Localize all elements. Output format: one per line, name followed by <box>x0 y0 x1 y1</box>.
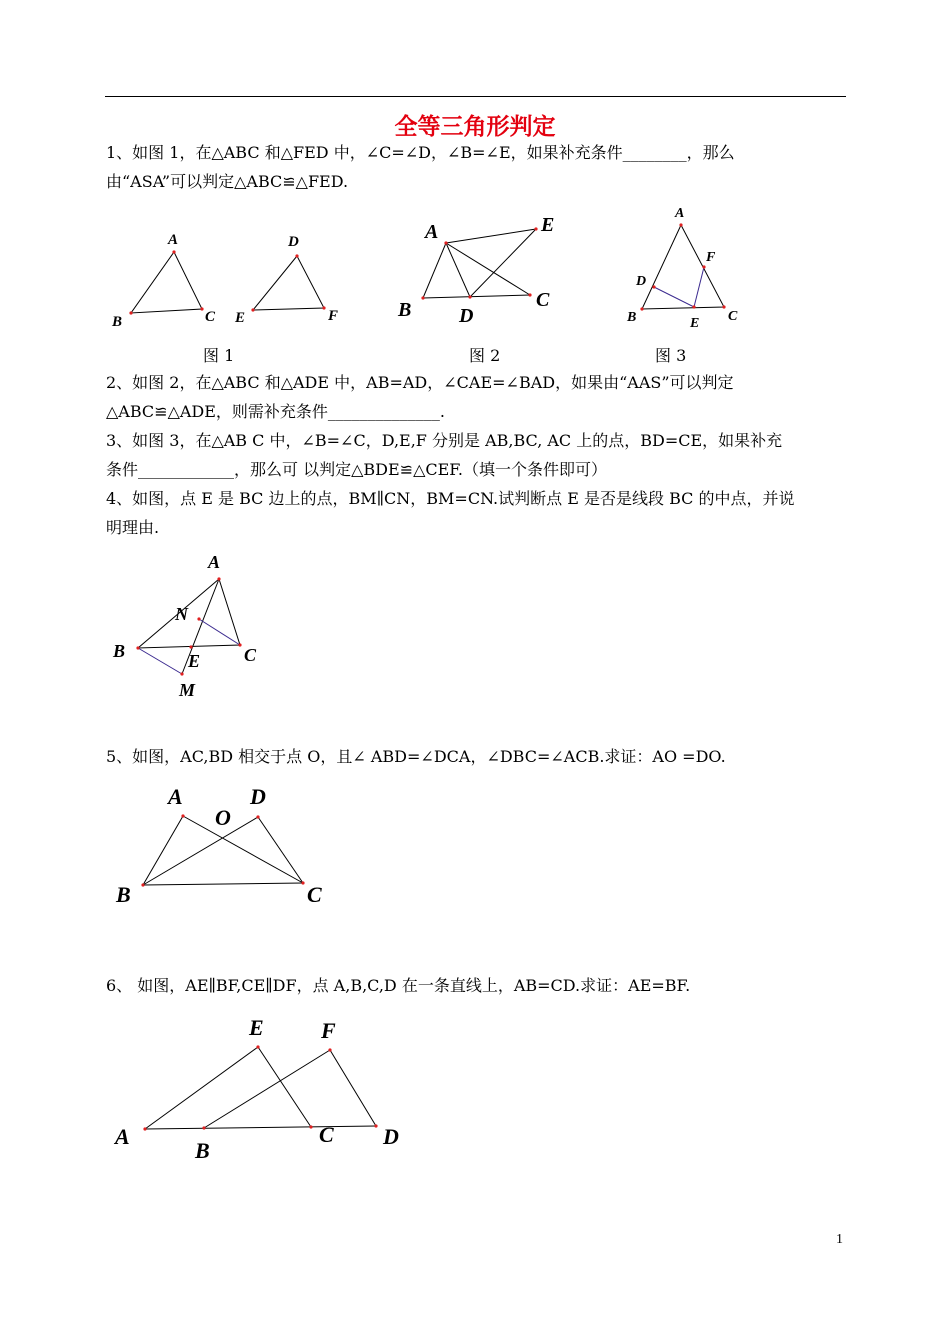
q5-label-d: D <box>250 784 266 809</box>
fig3-label-e: E <box>690 316 700 331</box>
fig3-label-b: B <box>627 310 637 325</box>
fig1-label-d: D <box>288 234 299 250</box>
question-4-line-2: 明理由. <box>106 518 160 537</box>
q6-label-b: B <box>195 1138 210 1163</box>
fig1-label-b: B <box>112 314 123 330</box>
q6-label-c: C <box>319 1122 334 1147</box>
page-title: 全等三角形判定 <box>394 114 556 140</box>
question-2-line-2: △ABC≌△ADE，则需补充条件______________. <box>106 402 446 421</box>
q6-figure-lines <box>143 1045 377 1130</box>
figure-1-caption: 图 1 <box>203 346 235 365</box>
fig1-label-a: A <box>168 232 179 248</box>
question-6-line-1: 6、 如图，AE∥BF,CE∥DF，点 A,B,C,D 在一条直线上，AB=CD.求证：AE=BF. <box>106 976 691 995</box>
fig1-label-c: C <box>205 309 216 325</box>
fig1-label-f: F <box>328 308 339 324</box>
q6-label-a: A <box>115 1124 130 1149</box>
q4-label-n: N <box>175 604 188 624</box>
q4-label-m: M <box>179 680 196 700</box>
question-4-line-1: 4、如图，点 E 是 BC 边上的点，BM∥CN，BM=CN.试判断点 E 是否是线段 BC 的中点，并说 <box>106 489 795 508</box>
fig2-label-e: E <box>541 214 555 236</box>
fig2-label-b: B <box>398 299 412 321</box>
question-1-line-1: 1、如图 1，在△ABC 和△FED 中，∠C=∠D，∠B=∠E，如果补充条件________，那么 <box>106 143 735 162</box>
q5-label-a: A <box>168 784 183 809</box>
q6-label-f: F <box>321 1018 336 1043</box>
fig3-label-d: D <box>636 274 647 289</box>
q6-label-e: E <box>249 1015 264 1040</box>
figure-2-caption: 图 2 <box>469 346 501 365</box>
question-3-line-1: 3、如图 3，在△AB C 中，∠B=∠C，D,E,F 分别是 AB,BC, AC 上的点，BD=CE，如果补充 <box>106 431 783 450</box>
fig2-label-c: C <box>536 289 550 311</box>
figure-3-caption: 图 3 <box>655 346 687 365</box>
fig2-label-d: D <box>459 305 474 327</box>
question-1-line-2: 由“ASA”可以判定△ABC≌△FED. <box>106 172 349 191</box>
q5-label-b: B <box>116 882 131 907</box>
fig2-label-a: A <box>425 221 439 243</box>
q4-label-b: B <box>113 641 126 661</box>
q5-label-o: O <box>215 805 231 830</box>
fig3-label-f: F <box>706 250 716 265</box>
page-number: 1 <box>836 1232 843 1247</box>
question-3-line-2: 条件____________，那么可 以判定△BDE≌△CEF.（填一个条件即可） <box>106 460 607 479</box>
question-5-line-1: 5、如图，AC,BD 相交于点 O，且∠ ABD=∠DCA，∠DBC=∠ACB.求证：AO =DO. <box>106 747 726 766</box>
q6-label-d: D <box>383 1124 399 1149</box>
fig1-label-e: E <box>235 310 246 326</box>
fig3-label-c: C <box>728 309 738 324</box>
q4-label-a: A <box>208 552 221 572</box>
q5-label-c: C <box>307 882 322 907</box>
q4-label-c: C <box>244 645 257 665</box>
question-2-line-1: 2、如图 2，在△ABC 和△ADE 中，AB=AD，∠CAE=∠BAD，如果由“AAS”可以判定 <box>106 373 734 392</box>
fig3-label-a: A <box>675 206 685 221</box>
q4-label-e: E <box>188 651 201 671</box>
